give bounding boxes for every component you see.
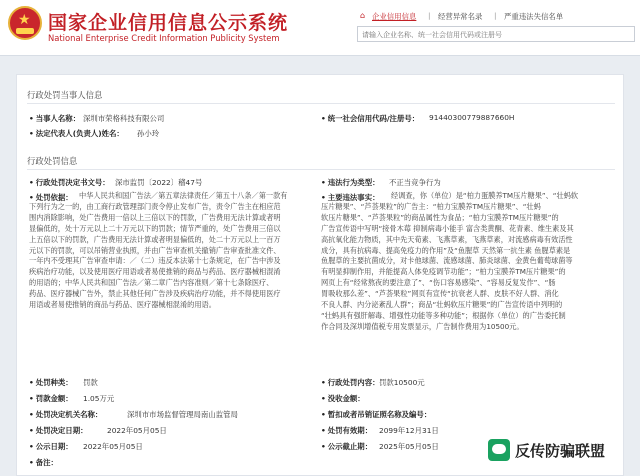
facts-line: 鱼腥草的主要抗菌成分，对卡他球菌、流感球菌、肺炎球菌、金黄色葡萄球菌等 [321, 256, 573, 266]
party-section-title: 行政处罚当事人信息 [27, 90, 103, 100]
basis-line: 疾病治疗功能，以及使用医疗用语或者易使推销的商品与药品、医疗器械相混淆 [29, 267, 281, 277]
violation-type-value: 不正当竞争行为 [389, 178, 441, 187]
penalty-section-title: 行政处罚信息 [27, 156, 78, 166]
basis-line: 元以下的罚款，可以吊销营业执照，并由广告审查机关撤销广告审查批准文件、 [29, 245, 281, 255]
wechat-icon [488, 439, 510, 461]
top-nav [360, 10, 636, 24]
doc-no-label: • 行政处罚决定书文号： [29, 178, 110, 187]
category-label: • 处罚种类： [29, 378, 73, 387]
amount-value: 1.05万元 [83, 394, 115, 403]
facts-line: 胃吸收那么差”、“芦荟果粒”网页有宣传“抗衰老人群、皮肤不好人群、消化 [321, 289, 559, 299]
watermark [488, 436, 628, 466]
nav-blacklist[interactable]: 严重违法失信名单 [504, 12, 564, 21]
basis-line: 药品、医疗器械广告外，禁止其他任何广告涉及疾病治疗功能，并不得使用医疗 [29, 289, 281, 299]
search-input[interactable] [362, 29, 632, 41]
legal-rep-value: 孙小玲 [137, 129, 160, 138]
publish-end-value: 2025年05月05日 [379, 442, 439, 451]
basis-line: 上五倍以下的罚款，广告费用无法计算或者明显偏低的，处二十万元以上一百万 [29, 234, 281, 244]
license-label: • 暂扣或者吊销证照名称及编号： [321, 410, 432, 419]
site-title: 国家企业信用信息公示系统 [48, 12, 289, 34]
basis-line: 用语或者易使推销的商品与药品、医疗器械相混淆的用语。 [29, 300, 216, 310]
credit-code-value: 91440300779887660H [429, 113, 515, 122]
expire-value: 2099年12月31日 [379, 426, 439, 435]
nav-separator: | [494, 11, 497, 20]
facts-line: 作合同及深圳增值税专用发票显示，广告制作费用为10500元。 [321, 321, 524, 331]
facts-label: • 主要违法事实： [321, 193, 380, 202]
publish-date-label: • 公示日期： [29, 442, 73, 451]
decision-date-label: • 处罚决定日期： [29, 426, 88, 435]
violation-type-label: • 违法行为类型： [321, 178, 380, 187]
basis-text [29, 191, 317, 311]
legal-rep-label: • 法定代表人(负责人)姓名： [29, 129, 124, 138]
credit-code-label: • 统一社会信用代码/注册号： [321, 114, 420, 123]
facts-line: 有明显抑制作用，并能提高人体免疫调节功能”；“柏力宝膜养TM压片糖果”的 [321, 267, 566, 277]
site-subtitle: National Enterprise Credit Information Publicity System [48, 33, 280, 43]
authority-value: 深圳市市场监督管理局南山监管局 [127, 410, 238, 419]
basis-line: 一年内不受理其广告审查申请：／（二）违反本法第十七条规定，在广告中涉及 [29, 256, 281, 266]
facts-line: 不良人群、内分泌紊乱人群”；商品“壮蚂软压片糖果”的广告宣传语中列明的 [321, 300, 563, 310]
basis-line: 中华人民共和国广告法／第五章法律责任／第五十八条／第一款有 [79, 191, 288, 200]
facts-line: 广告宣传语中写明“接骨木莓 抑制病毒小能手 富含类黄酮、花青素、维生素及其 [321, 223, 574, 233]
party-name-value: 深圳市荣格科技有限公司 [83, 114, 165, 123]
section-divider [27, 169, 615, 170]
basis-line: 显偏低的，处十万元以上二十万元以下的罚款；情节严重的，处广告费用三倍以 [29, 223, 281, 233]
home-icon[interactable]: ⌂ [360, 11, 366, 20]
party-name-label: • 当事人名称： [29, 114, 81, 123]
facts-line: 压片糖果”、“芦荟果粒”的广告主：“柏力宝膜养TM压片糖果”、“壮蚂 [321, 201, 541, 211]
nav-separator: | [428, 11, 431, 20]
expire-label: • 处罚有效期： [321, 426, 373, 435]
facts-line: 经调查，你（单位）是“柏力蛋膜养TM压片糖果”、“壮蚂软 [391, 191, 579, 200]
facts-line: 成分，具有抗病毒、提高免疫力的作用”及“鱼腥草 天然第一抗生素 鱼腥草素是 [321, 245, 571, 255]
confiscation-label: • 没收金额： [321, 394, 365, 403]
site-header [0, 0, 640, 56]
nav-abnormal-list[interactable]: 经营异常名录 [438, 12, 483, 21]
search-box [357, 26, 635, 42]
fine-content-label: • 行政处罚内容： [321, 378, 380, 387]
decision-date-value: 2022年05月05日 [107, 426, 167, 435]
publish-end-label: • 公示截止期： [321, 442, 373, 451]
basis-line: 下列行为之一的，由工商行政管理部门责令停止发布广告，责令广告主在相应范 [29, 201, 281, 211]
penalty-detail-card [16, 74, 624, 476]
facts-line: “壮蚂具有强肝解毒、增强性功能等多种功能”；根据你（单位）的广告委托制 [321, 310, 566, 320]
doc-no-value: 深市监罚〔2022〕稽47号 [115, 178, 203, 187]
category-value: 罚款 [83, 378, 98, 387]
authority-label: • 处罚决定机关名称： [29, 410, 103, 419]
section-divider [27, 103, 615, 104]
facts-line: 高抗氧化能力物质，其中先天荀素、飞燕草素，飞燕草素，对流感病毒有效活性 [321, 234, 573, 244]
facts-line: 网页上有“经常熬夜的要注意了”、“伤口容易感染”、“容易反复发作”、“肠 [321, 278, 556, 288]
amount-label: • 罚款金额： [29, 394, 73, 403]
facts-text [321, 191, 619, 333]
basis-line: 围内消除影响，处广告费用一倍以上三倍以下的罚款，广告费用无法计算或者明 [29, 212, 281, 222]
facts-line: 软压片糖果”、“芦荟果粒”的商品属性为食品；“柏力宝膜养TM压片糖果”的 [321, 212, 559, 222]
nav-enterprise-credit[interactable]: 企业信用信息 [372, 12, 417, 21]
national-emblem-icon: ★ [8, 6, 42, 40]
publish-date-value: 2022年05月05日 [83, 442, 143, 451]
remark-label: • 备注： [29, 458, 58, 467]
fine-content-value: 罚款10500元 [379, 378, 425, 387]
basis-line: 的用语的；中华人民共和国广告法／第二章广告内容准则／第十七条除医疗、 [29, 278, 274, 288]
watermark-text: 反传防骗联盟 [515, 442, 606, 460]
basis-label: • 处罚依据： [29, 193, 73, 202]
